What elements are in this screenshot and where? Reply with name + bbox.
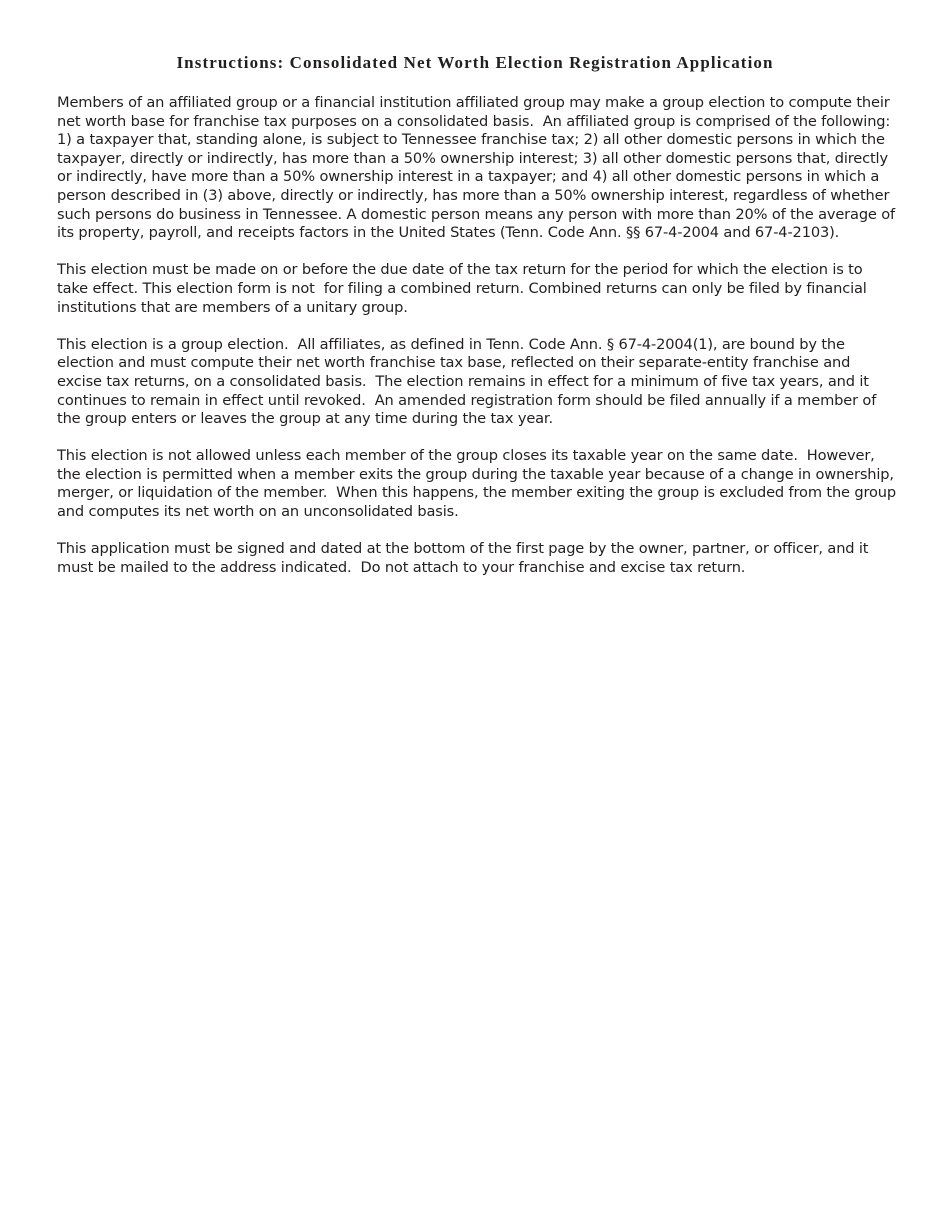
paragraph-affiliated-group: Members of an affiliated group or a financial institution affiliated group may make a group election to compute their net worth base for franchise tax purposes on a consolidated basis. An affiliated group is comprised of the following: 1) a taxpayer that, standing alone, is subject to Tennessee franchise tax; 2) all other domestic persons in which the taxpayer, directly or indirectly, has more than a 50% ownership interest; 3) all other domestic persons that, directly or indirectly, have more than a 50% ownership interest in a taxpayer; and 4) all other domestic persons in which a person described in (3) above, directly or indirectly, has more than a 50% ownership interest, regardless of whether such persons do business in Tennessee. A domestic person means any person with more than 20% of the average of its property, payroll, and receipts factors in the United States (Tenn. Code Ann. §§ 67-4-2004 and 67-4-2103).: [57, 94, 900, 242]
paragraph-signature: This application must be signed and dated at the bottom of the first page by the owner, partner, or officer, and it must be mailed to the address indicated. Do not attach to your franchise and excise tax return.: [57, 540, 873, 576]
paragraph-group-election: This election is a group election. All affiliates, as defined in Tenn. Code Ann. § 67-4-2004(1), are bound by the election and must compute their net worth franchise tax base, reflected on their separate-entity franchise and excise tax returns, on a consolidated basis. The election remains in effect for a minimum of five tax years, and it continues to remain in effect until revoked. An amended registration form should be filed annually if a member of the group enters or leaves the group at any time during the tax year.: [57, 335, 881, 428]
instructions-body: [57, 94, 901, 596]
paragraph-due-date: This election must be made on or before the due date of the tax return for the period for which the election is to take effect. This election form is not for filing a combined return. Combined returns can only be filed by financial institutions that are members of a unitary group.: [57, 261, 872, 316]
paragraph-taxable-year: This election is not allowed unless each member of the group closes its taxable year on the same date. However, the election is permitted when a member exits the group during the taxable year because of a change in ownership, merger, or liquidation of the member. When this happens, the member exiting the group is excluded from the group and computes its net worth on an unconsolidated basis.: [57, 447, 901, 521]
page-title: Instructions: Consolidated Net Worth Election Registration Application: [176, 53, 774, 72]
